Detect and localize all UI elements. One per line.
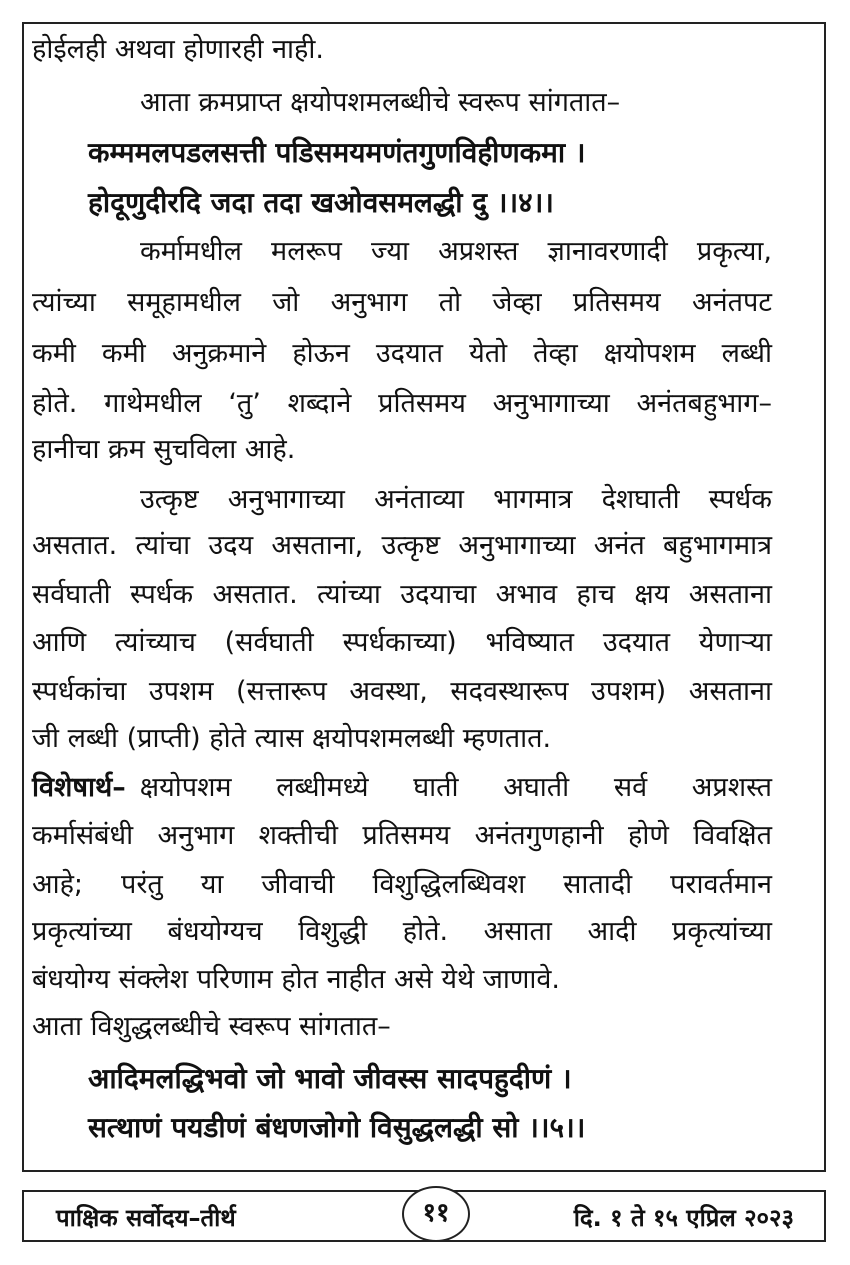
text-line: आहे; परंतु या जीवाची विशुद्धिलब्धिवश सातादी परावर्तमान [32,869,772,900]
verse-line: सत्थाणं पयडीणं बंधणजोगो विसुद्धलद्धी सो ।।५।। [88,1111,586,1144]
text-line: होईलही अथवा होणारही नाही. [32,34,324,65]
page-number: ११ [402,1186,470,1242]
text-line: स्पर्धकांचा उपशम (सत्तारूप अवस्था, सदवस्थारूप उपशम) असताना [32,676,772,707]
text-line: सर्वघाती स्पर्धक असतात. त्यांच्या उदयाचा अभाव हाच क्षय असताना [32,579,772,610]
visheshartha-line [32,768,772,808]
publication-name: पाक्षिक सर्वोदय–तीर्थ [56,1204,236,1232]
text-line: उत्कृष्ट अनुभागाच्या अनंताव्या भागमात्र देशघाती स्पर्धक [140,484,772,515]
visheshartha-label: विशेषार्थ– [32,772,126,803]
text-line: क्षयोपशम लब्धीमध्ये घाती अघाती सर्व अप्रशस्त [139,772,772,803]
page-footer [22,1190,826,1242]
text-line: आता विशुद्धलब्धीचे स्वरूप सांगतात– [32,1011,391,1042]
text-line: हानीचा क्रम सुचविला आहे. [32,434,296,465]
text-line: बंधयोग्य संक्लेश परिणाम होत नाहीत असे येथे जाणावे. [32,964,561,995]
text-line: कर्मामधील मलरूप ज्या अप्रशस्त ज्ञानावरणादी प्रकृत्या, [140,236,772,267]
text-line: आणि त्यांच्याच (सर्वघाती स्पर्धकाच्या) भविष्यात उदयात येणाऱ्या [32,627,772,658]
text-line: प्रकृत्यांच्या बंधयोग्यच विशुद्धी होते. असाता आदी प्रकृत्यांच्या [32,916,772,947]
verse-line: आदिमलद्धिभवो जो भावो जीवस्स सादपहुदीणं । [88,1062,572,1095]
text-line: आता क्रमप्राप्त क्षयोपशमलब्धीचे स्वरूप सांगतात– [140,87,621,118]
text-line: होते. गाथेमधील ‘तु’ शब्दाने प्रतिसमय अनुभागाच्या अनंतबहुभाग– [32,388,772,419]
text-line: कमी कमी अनुक्रमाने होऊन उदयात येतो तेव्हा क्षयोपशम लब्धी [32,338,772,369]
issue-date: दि. १ ते १५ एप्रिल २०२३ [573,1204,794,1232]
text-line: त्यांच्या समूहामधील जो अनुभाग तो जेव्हा प्रतिसमय अनंतपट [32,287,772,318]
text-line: कर्मासंबंधी अनुभाग शक्तीची प्रतिसमय अनंतगुणहानी होणे विवक्षित [32,820,772,851]
text-line: असतात. त्यांचा उदय असताना, उत्कृष्ट अनुभागाच्या अनंत बहुभागमात्र [32,530,772,561]
text-line: जी लब्धी (प्राप्ती) होते त्यास क्षयोपशमलब्धी म्हणतात. [32,723,552,754]
verse-line: कम्ममलपडलसत्ती पडिसमयमणंतगुणविहीणकमा । [88,136,586,169]
verse-line: होदूणुदीरदि जदा तदा खओवसमलद्धी दु ।।४।। [88,186,554,219]
